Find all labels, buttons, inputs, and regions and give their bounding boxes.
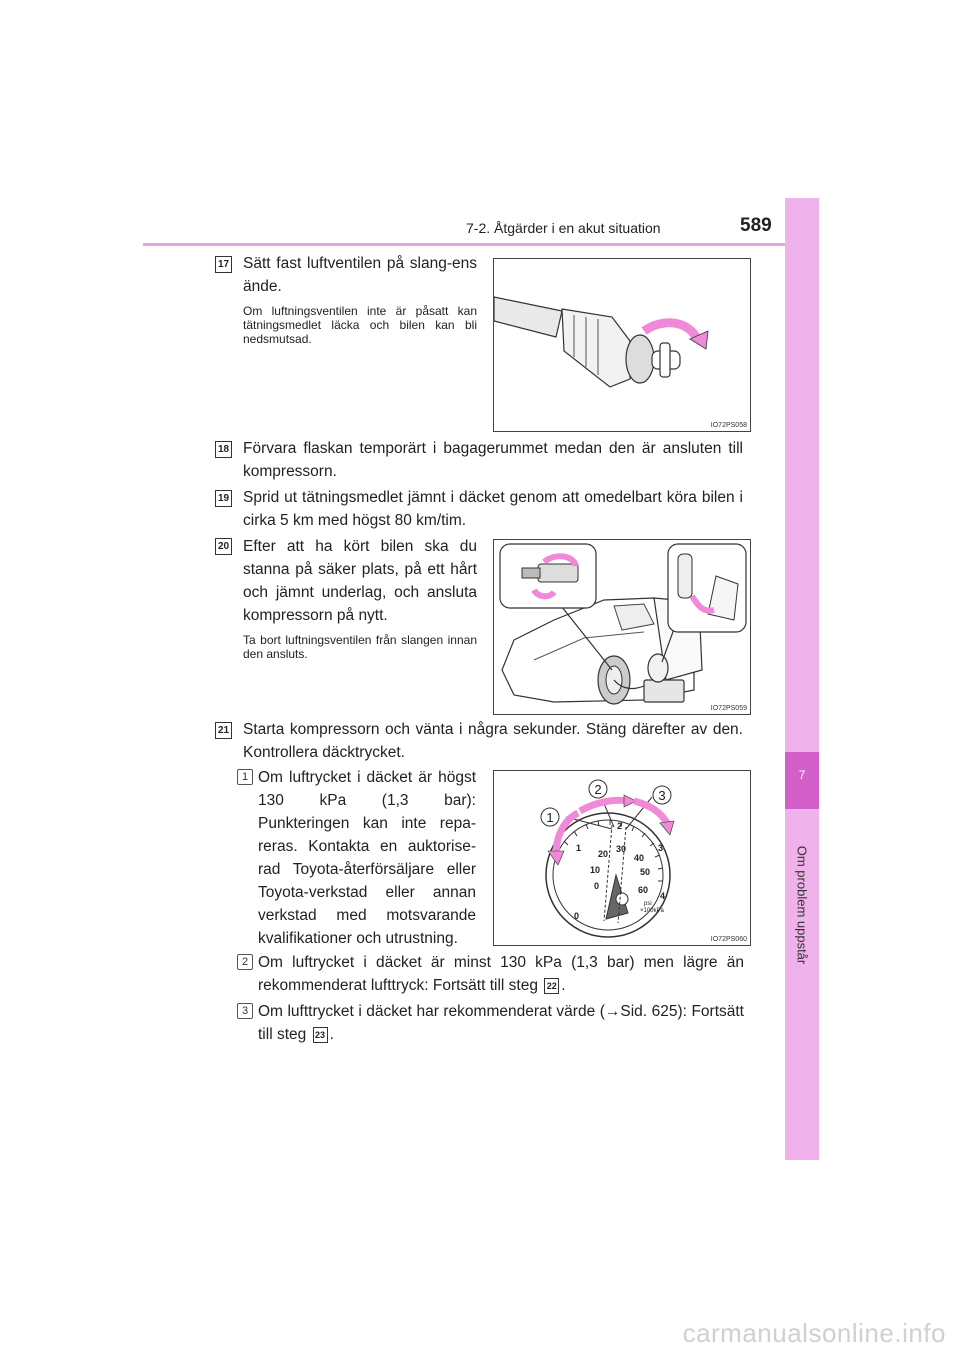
gauge-outer-label: 4 [660,891,666,901]
car-compressor-figure [493,539,751,715]
gauge-inner-label: 20 [598,849,609,859]
chapter-side-tab [785,198,819,1160]
chapter-number: 7 [798,768,806,782]
gauge-inner-label: 60 [638,885,649,895]
step-18-text: Förvara flaskan temporärt i bagagerummet medan den är ansluten till kompressorn. [243,440,743,480]
step-badge-19: 19 [215,490,232,507]
step-badge-18: 18 [215,441,232,458]
figure-code: IO72PS059 [710,705,747,712]
case-2-text [258,951,744,997]
step-17-note: Om luftningsventilen inte är påsatt kan tätningsmedlet läcka och bilen kan bli nedsmutsad. [243,304,477,346]
step-badge-20: 20 [215,538,232,555]
case-1-text: Om luftrycket i däcket är högst 130 kPa (1,3 bar): Punkteringen kan inte repa-reras. Kontakta en auktorise-rad Toyota-återförsäljare eller Toyota-verkstad eller annan verkstad med motsvarande kvalifikationer och utrustning. [258,769,476,947]
step-badge-17: 17 [215,256,232,273]
case-number-3: 3 [237,1003,253,1019]
figure-code: IO72PS060 [710,936,747,943]
step-19-text: Sprid ut tätningsmedlet jämnt i däcket genom att omedelbart köra bilen i cirka 5 km med högst 80 km/tim. [243,489,743,529]
gauge-callout-2: 2 [594,782,602,797]
case-number-1: 1 [237,769,253,785]
valve-figure [493,258,751,432]
step-17-text: Sätt fast luftventilen på slang-ens ände. [243,255,477,295]
step-21-text: Starta kompressorn och vänta i några sekunder. Stäng därefter av den. Kontrollera däcktrycket. [243,721,743,761]
section-title: 7-2. Åtgärder i en akut situation [466,220,661,236]
step-ref-badge-23: 23 [313,1027,328,1043]
step-ref-badge-22: 22 [544,978,559,994]
step-20-text: Efter att ha kört bilen ska du stanna på säker plats, på ett hårt och jämnt underlag, och ansluta kompressorn på nytt. [243,538,477,624]
case-3-text [258,1000,744,1046]
case-3-text-main: Om lufttrycket i däcket har rekommenderat värde (→Sid. 625): Fortsätt till steg [258,1003,744,1043]
gauge-callout-1: 1 [546,810,554,825]
gauge-outer-label: 2 [617,821,623,831]
gauge-inner-label: 40 [634,853,645,863]
chapter-title: Om problem uppstår [794,845,810,965]
case-number-2: 2 [237,954,253,970]
case-3-text-end: . [329,1026,334,1043]
gauge-outer-label: 1 [576,843,582,853]
gauge-outer-label: 0 [574,911,580,921]
step-20-note: Ta bort luftningsventilen från slangen innan den ansluts. [243,633,477,661]
gauge-inner-label: 50 [640,867,651,877]
gauge-unit-psi: psi [644,901,652,907]
header-rule [143,243,818,246]
gauge-inner-label: 0 [594,881,600,891]
gauge-callout-3: 3 [658,788,666,803]
gauge-inner-label: 10 [590,865,601,875]
gauge-inner-label: 30 [616,844,627,854]
step-badge-21: 21 [215,722,232,739]
figure-code: IO72PS058 [710,422,747,429]
page-number: 589 [740,215,772,236]
case-2-text-main: Om luftrycket i däcket är minst 130 kPa (1,3 bar) men lägre än rekommenderat lufttryck: Fortsätt till steg [258,954,744,994]
gauge-unit-kpa: ×100kPa [640,908,664,914]
watermark: carmanualsonline.info [682,1318,946,1348]
gauge-outer-label: 3 [658,843,664,853]
case-2-text-end: . [561,977,566,994]
pressure-gauge-figure [493,770,751,946]
